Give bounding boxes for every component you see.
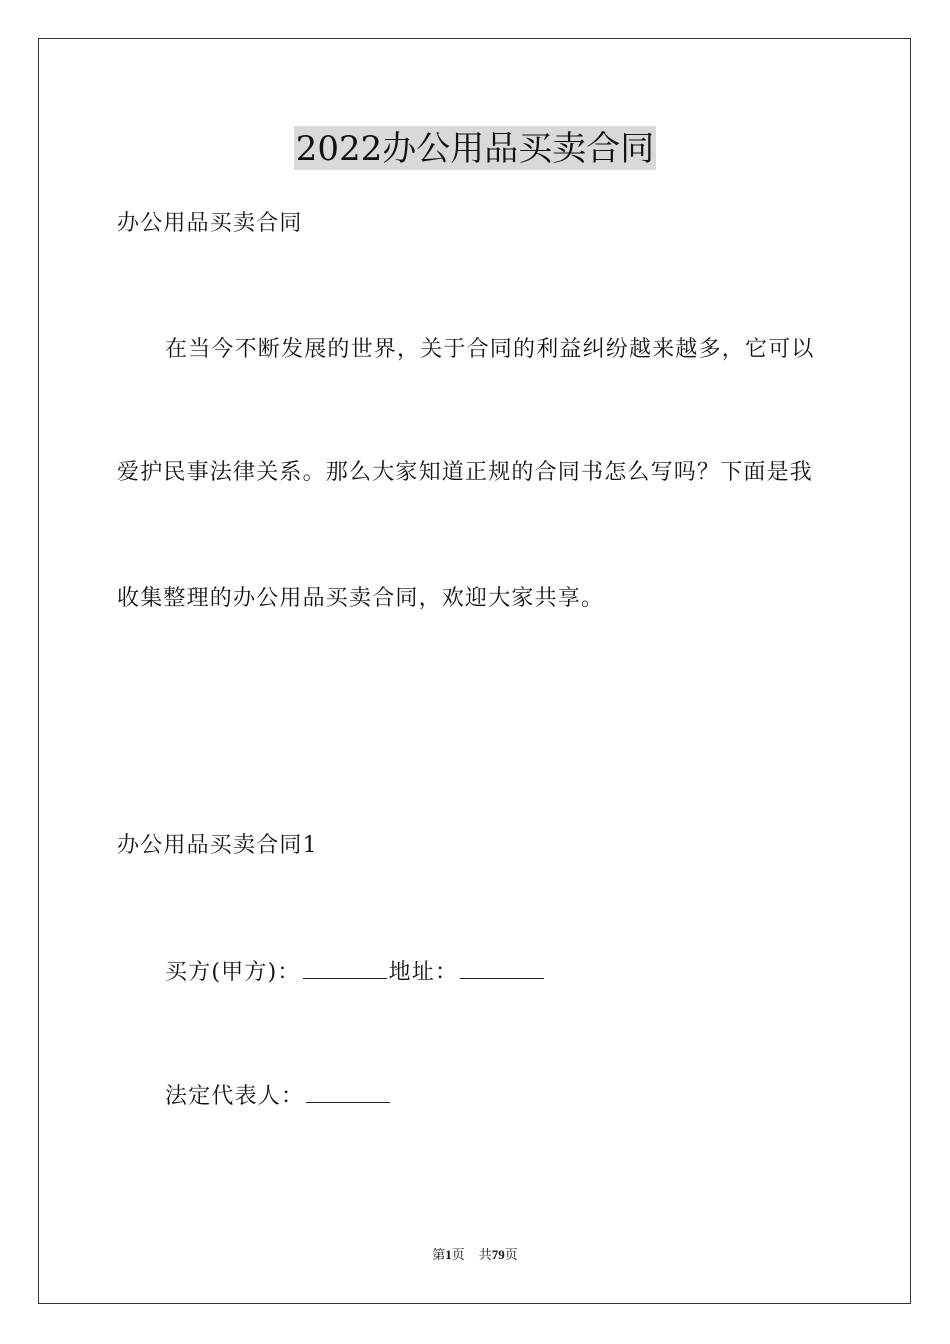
footer-total-prefix: 共 bbox=[478, 1248, 492, 1263]
title-container bbox=[0, 126, 950, 170]
section-heading: 办公用品买卖合同1 bbox=[117, 833, 318, 858]
page-footer bbox=[0, 1246, 950, 1265]
footer-page-number: 1 bbox=[445, 1247, 452, 1262]
buyer-label: 买方(甲方)： bbox=[165, 960, 301, 985]
representative-blank bbox=[306, 1080, 390, 1103]
representative-label: 法定代表人： bbox=[165, 1084, 305, 1109]
address-label: 地址： bbox=[388, 960, 459, 985]
footer-total-suffix: 页 bbox=[504, 1248, 518, 1263]
intro-line-3: 收集整理的办公用品买卖合同，欢迎大家共享。 bbox=[117, 586, 605, 611]
intro-line-1: 在当今不断发展的世界，关于合同的利益纠纷越来越多，它可以 bbox=[165, 337, 815, 362]
intro-line-2: 爱护民事法律关系。那么大家知道正规的合同书怎么写吗？下面是我 bbox=[117, 460, 814, 485]
address-blank bbox=[460, 956, 544, 979]
footer-page-suffix: 页 bbox=[451, 1248, 465, 1263]
representative-line bbox=[165, 1080, 392, 1112]
document-subtitle: 办公用品买卖合同 bbox=[117, 211, 303, 236]
document-title: 2022办公用品买卖合同 bbox=[294, 126, 657, 170]
footer-total-pages: 79 bbox=[491, 1247, 505, 1262]
buyer-line bbox=[165, 956, 546, 988]
footer-page-prefix: 第 bbox=[432, 1248, 446, 1263]
buyer-blank bbox=[303, 956, 387, 979]
